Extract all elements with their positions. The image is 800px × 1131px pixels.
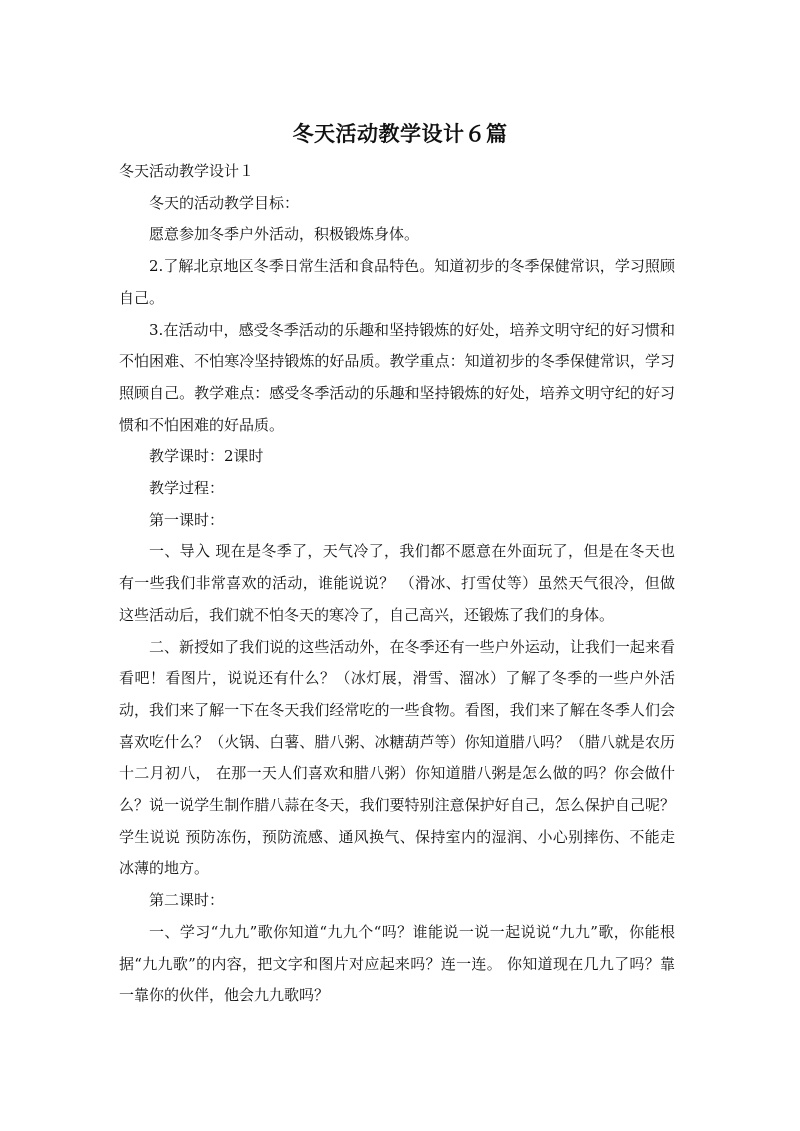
paragraph-nine-nine-song: 一、学习“九九”歌你知道“九九个“吗？谁能说一说一起说说“九九”歌，你能根据“九九歌”的内容，把文字和图片对应起来吗？连一连。 你知道现在几九了吗？靠一靠你的伙伴，他会九九歌吗？	[119, 922, 675, 1005]
paragraph-second-lesson-heading: 第二课时：	[149, 891, 225, 910]
section-heading-1: 冬天活动教学设计１	[119, 162, 255, 180]
document-title: 冬天活动教学设计６篇	[292, 122, 508, 146]
paragraph-class-hours: 教学课时：2课时	[149, 447, 264, 466]
paragraph-new-lesson: 二、新授如了我们说的这些活动外，在冬季还有一些户外运动，让我们一起来看看吧！看图片，说说还有什么？（冰灯展，滑雪、溜冰）了解了冬季的一些户外活动，我们来了解一下在冬天我们经常吃的一些食物。看图，我们来了解在冬季人们会喜欢吃什么？（火锅、白薯、腊八粥、冰糖葫芦等）你知道腊八吗？（腊八就是农历十二月初八， 在那一天人们喜欢和腊八粥）你知道腊八粥是怎么做的吗？你会做什么？说一说学生制作腊八蒜在冬天，我们要特别注意保护好自己，怎么保护自己呢？学生说说 预防冻伤，预防流感、通风换气、保持室内的湿润、小心别摔伤、不能走冰薄的地方。	[119, 637, 675, 878]
paragraph-objective-1: 愿意参加冬季户外活动，积极锻炼身体。	[149, 225, 420, 244]
paragraph-introduction: 一、导入 现在是冬季了，天气冷了，我们都不愿意在外面玩了，但是在冬天也有一些我们非常喜欢的活动，谁能说说？ （滑冰、打雪仗等）虽然天气很冷，但做这些活动后，我们就不怕冬天的寒冷了，自己高兴，还锻炼了我们的身体。	[119, 542, 675, 624]
paragraph-process-heading: 教学过程：	[149, 479, 225, 498]
paragraph-objective-2: 2.了解北京地区冬季日常生活和食品特色。知道初步的冬季保健常识，学习照顾自己。	[119, 257, 675, 307]
paragraph-objectives-heading: 冬天的活动教学目标：	[149, 193, 300, 212]
paragraph-first-lesson-heading: 第一课时：	[149, 510, 225, 529]
paragraph-objective-3: 3.在活动中，感受冬季活动的乐趣和坚持锻炼的好处，培养文明守纪的好习惯和不怕困难、不怕寒冷坚持锻炼的好品质。教学重点：知道初步的冬季保健常识，学习照顾自己。教学难点：感受冬季活动的乐趣和坚持锻炼的好处，培养文明守纪的好习惯和不怕困难的好品质。	[119, 320, 675, 434]
document-body	[119, 156, 675, 1012]
